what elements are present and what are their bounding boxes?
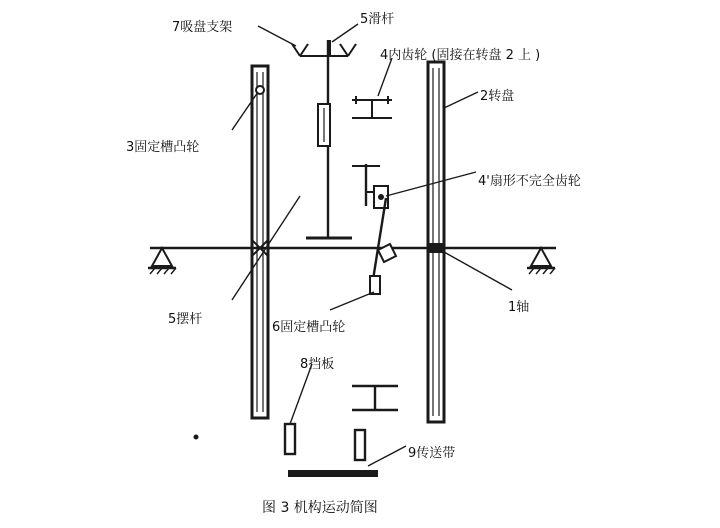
figure-caption: 图 3 机构运动简图 — [262, 500, 378, 516]
label-turntable: 2转盘 — [480, 89, 515, 104]
baffle-plates — [285, 424, 365, 460]
conveyor-belt-strip — [288, 470, 378, 477]
vertical-bar-right — [428, 62, 444, 422]
slider-rod — [306, 40, 352, 238]
label-fixed-groove-cam-6: 6固定槽凸轮 — [272, 320, 346, 335]
label-conveyor-belt: 9传送带 — [408, 446, 456, 461]
label-rocker: 5摆杆 — [168, 312, 203, 327]
leader-lines — [232, 24, 515, 466]
cam-block — [370, 276, 380, 294]
label-slider: 5滑杆 — [360, 12, 395, 27]
label-suction-bracket: 7吸盘支架 — [172, 20, 233, 35]
sector-gear-symbol — [352, 164, 388, 208]
label-baffle: 8挡板 — [300, 357, 335, 372]
label-fixed-groove-cam-3: 3固定槽凸轮 — [126, 140, 200, 155]
label-internal-gear: 4内齿轮 (固接在转盘 2 上 ) — [380, 48, 541, 63]
lower-t-frame — [352, 386, 398, 410]
horizontal-axis — [150, 240, 556, 256]
stray-dot — [194, 435, 199, 440]
rocker-arm — [372, 198, 396, 286]
ground-support-left — [148, 248, 176, 274]
internal-gear-symbol — [352, 96, 392, 118]
label-shaft: 1轴 — [508, 300, 530, 315]
suction-bracket-fork — [292, 40, 356, 56]
ground-support-right — [527, 248, 555, 274]
label-sector-gear: 4'扇形不完全齿轮 — [478, 174, 581, 189]
